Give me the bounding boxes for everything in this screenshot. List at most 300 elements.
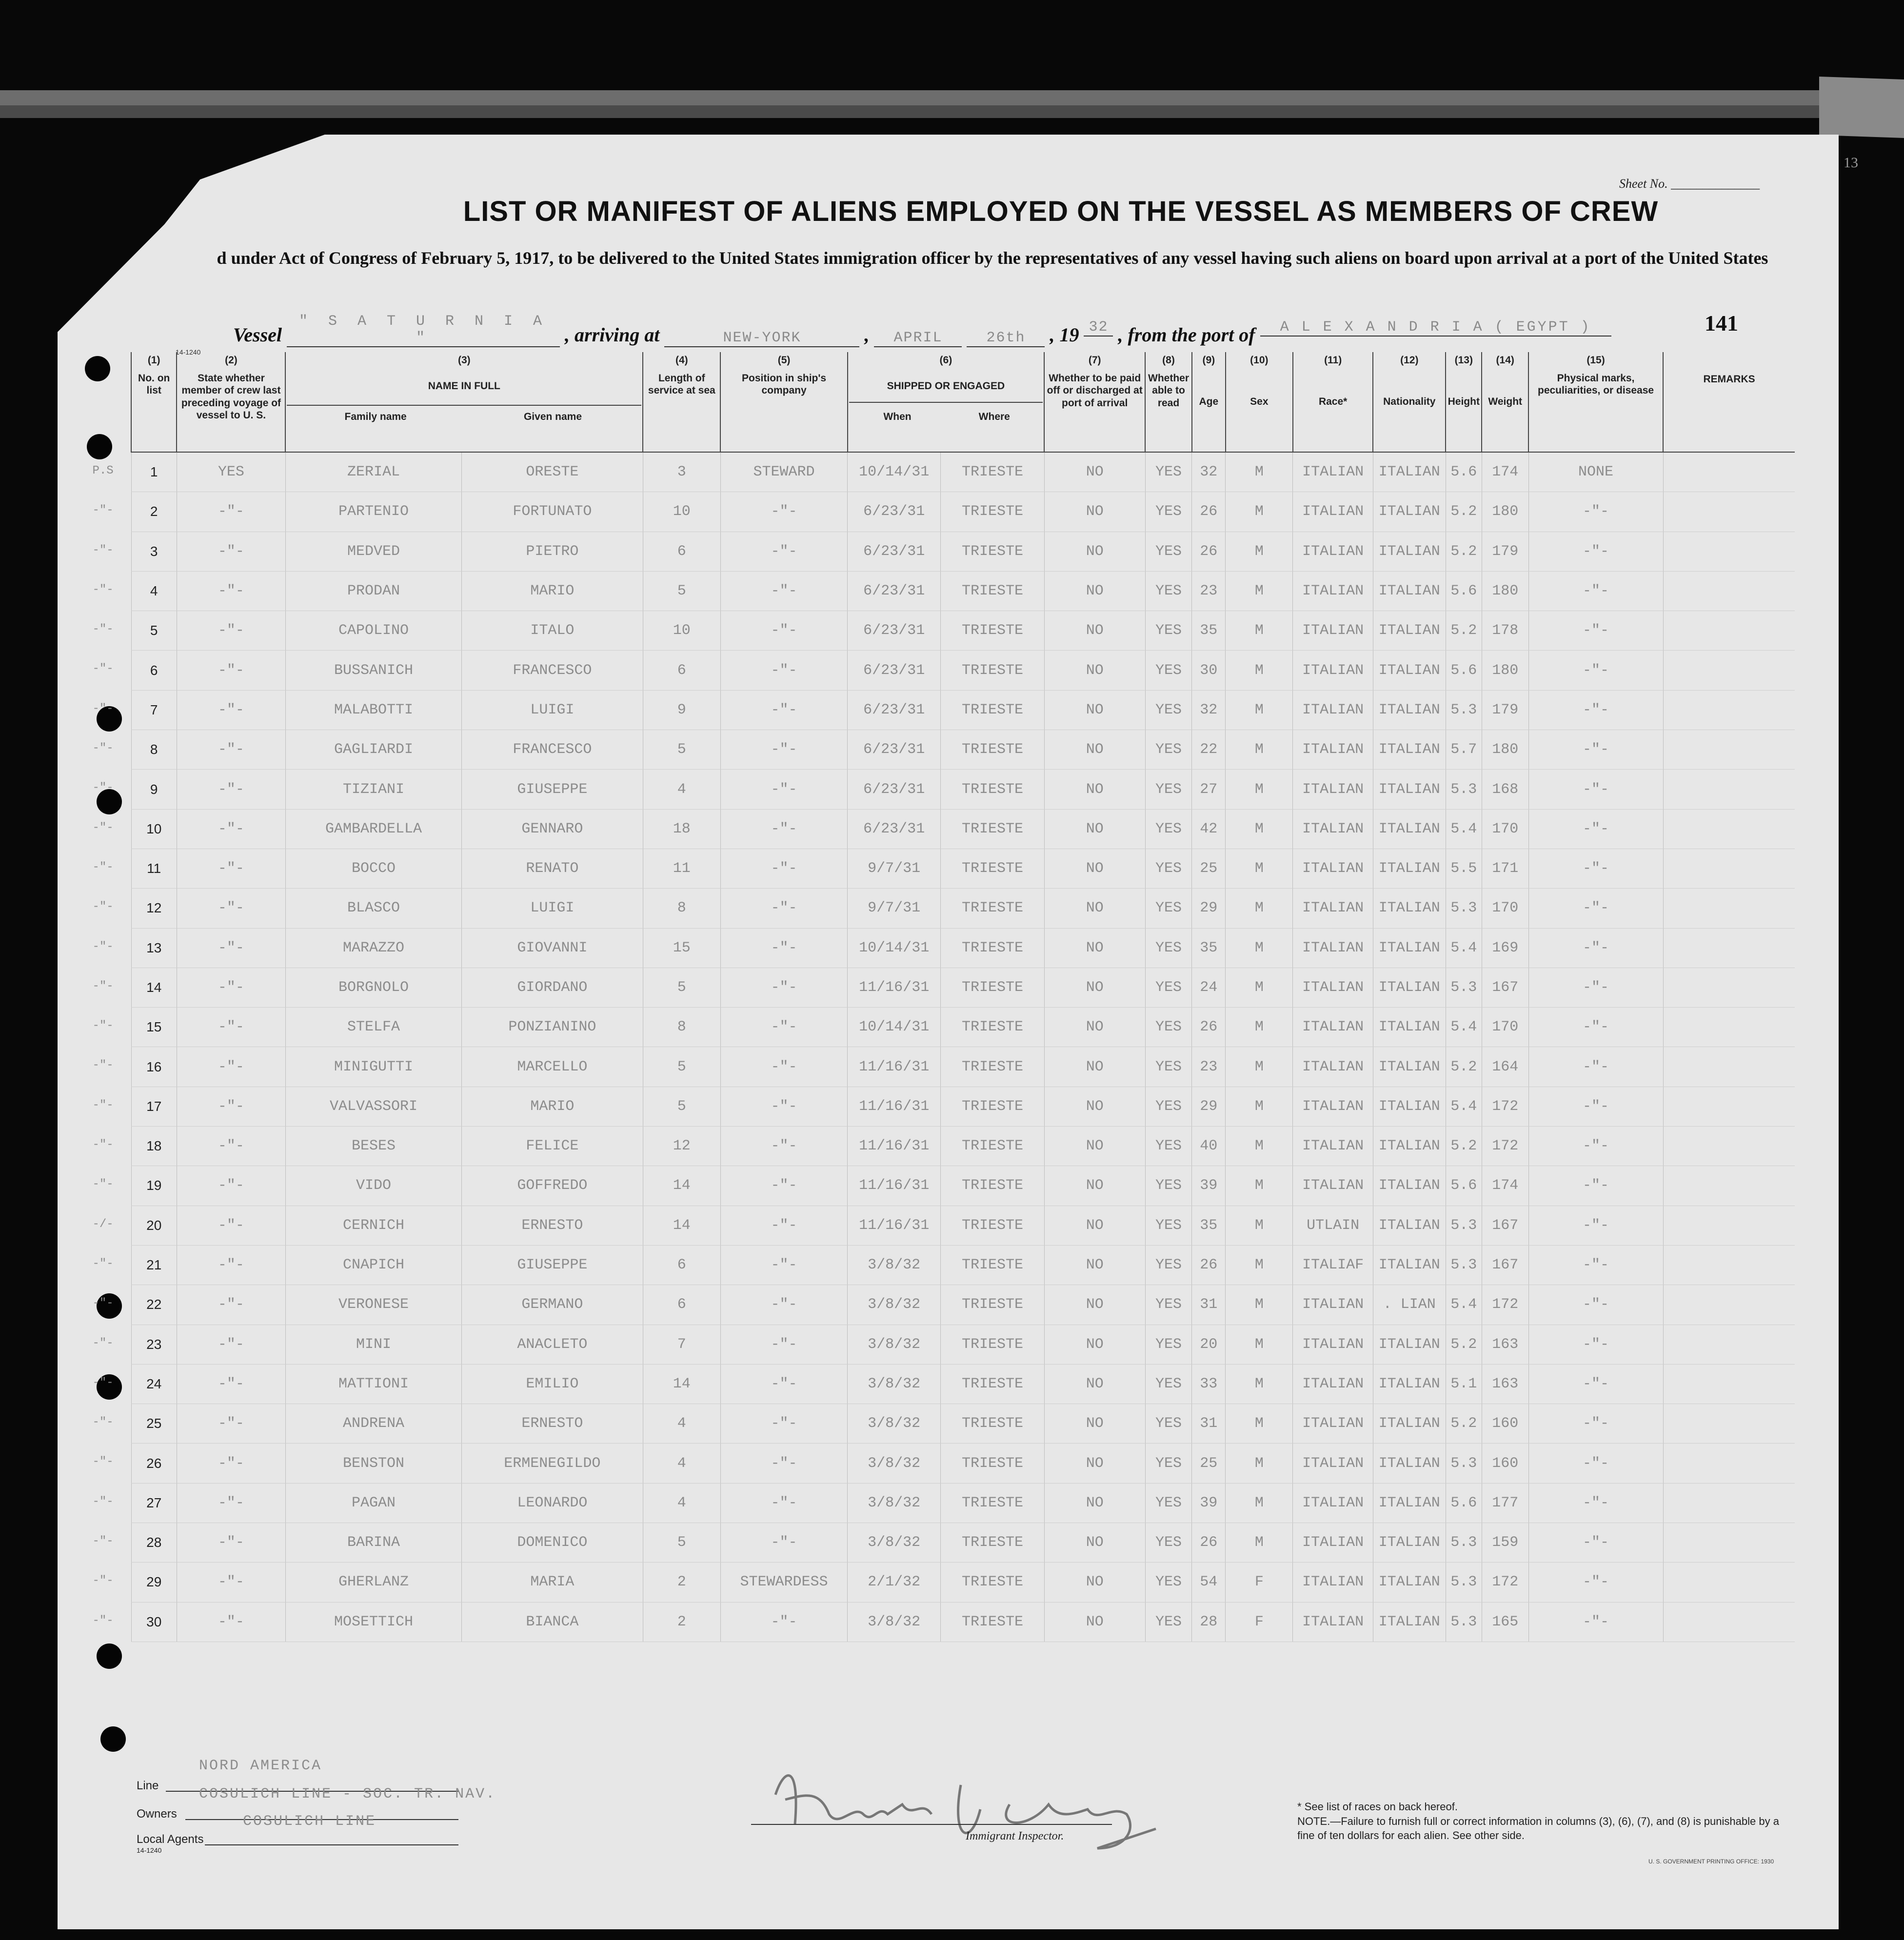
weight-cell: 174 (1482, 1166, 1528, 1206)
position-cell: -"- (720, 1364, 847, 1404)
row-number: 6 (150, 662, 158, 678)
remarks-cell (1663, 968, 1795, 1007)
age-cell: 32 (1192, 690, 1226, 730)
table-row (131, 1047, 1795, 1087)
family-name-cell: VERONESE (285, 1285, 461, 1325)
family-name-cell: CNAPICH (285, 1245, 461, 1285)
row-prefix: -"- (92, 1178, 114, 1191)
given-name-cell: MARIO (461, 1087, 643, 1126)
age-cell: 35 (1192, 1206, 1226, 1245)
race-cell: ITALIAN (1293, 1444, 1373, 1483)
family-name-cell: BESES (285, 1127, 461, 1166)
nationality-cell: ITALIAN (1373, 849, 1446, 888)
family-name-cell: GAGLIARDI (285, 730, 461, 770)
arrival-month: APRIL (874, 330, 962, 347)
row-prefix: -"- (92, 1376, 114, 1389)
remarks-cell (1663, 611, 1795, 651)
sex-cell: F (1226, 1602, 1293, 1642)
shipped-when-cell: 11/16/31 (848, 1127, 941, 1166)
paid-off-cell: NO (1044, 452, 1145, 492)
crew-status-cell: -"- (177, 1008, 285, 1047)
family-name-cell: VALVASSORI (285, 1087, 461, 1126)
sex-cell: M (1226, 1127, 1293, 1166)
given-name-cell: GERMANO (461, 1285, 643, 1325)
shipped-when-cell: 6/23/31 (848, 571, 941, 611)
weight-cell: 177 (1482, 1483, 1528, 1523)
race-cell: ITALIAN (1293, 1285, 1373, 1325)
race-cell: ITALIAN (1293, 1563, 1373, 1602)
sex-cell: M (1226, 1206, 1293, 1245)
age-cell: 23 (1192, 571, 1226, 611)
col-crew-header: (2) State whether member of crew last preceding voyage of vessel to U. S. (177, 352, 285, 452)
height-cell: 5.1 (1446, 1364, 1482, 1404)
physical-marks-cell: -"- (1528, 1404, 1663, 1444)
able-to-read-cell: YES (1145, 1404, 1192, 1444)
crew-status-cell: -"- (177, 1523, 285, 1563)
row-number-cell (92, 690, 177, 730)
remarks-cell (1663, 532, 1795, 571)
crew-manifest-table (92, 352, 1795, 1642)
shipped-when-cell: 11/16/31 (848, 1047, 941, 1087)
position-cell: -"- (720, 1166, 847, 1206)
crew-status-cell: -"- (177, 1602, 285, 1642)
remarks-cell (1663, 928, 1795, 968)
position-cell: -"- (720, 889, 847, 928)
footnote (1297, 1800, 1785, 1843)
service-length-cell: 14 (643, 1166, 720, 1206)
crew-status-cell: -"- (177, 968, 285, 1007)
service-length-cell: 10 (643, 492, 720, 532)
nationality-cell: ITALIAN (1373, 690, 1446, 730)
weight-cell: 172 (1482, 1127, 1528, 1166)
shipped-where-cell: TRIESTE (941, 928, 1044, 968)
position-cell: -"- (720, 1404, 847, 1444)
height-cell: 5.4 (1446, 1087, 1482, 1126)
nationality-cell: ITALIAN (1373, 730, 1446, 770)
shipped-when-cell: 11/16/31 (848, 968, 941, 1007)
row-number: 14 (146, 980, 162, 995)
shipped-when-cell: 6/23/31 (848, 532, 941, 571)
row-number: 8 (150, 742, 158, 757)
service-length-cell: 7 (643, 1325, 720, 1364)
weight-cell: 178 (1482, 611, 1528, 651)
crew-status-cell: -"- (177, 1087, 285, 1126)
shipped-when-cell: 3/8/32 (848, 1523, 941, 1563)
given-name-cell: PONZIANINO (461, 1008, 643, 1047)
position-cell: -"- (720, 730, 847, 770)
crew-status-cell: -"- (177, 1404, 285, 1444)
row-number-cell (92, 1523, 177, 1563)
row-number: 1 (150, 464, 158, 480)
position-cell: -"- (720, 1087, 847, 1126)
paid-off-cell: NO (1044, 1444, 1145, 1483)
table-row (131, 492, 1795, 532)
weight-cell: 179 (1482, 532, 1528, 571)
row-prefix: -"- (92, 1297, 114, 1310)
paid-off-cell: NO (1044, 849, 1145, 888)
remarks-cell (1663, 492, 1795, 532)
table-row (131, 611, 1795, 651)
race-cell: ITALIAN (1293, 968, 1373, 1007)
nationality-cell: ITALIAN (1373, 770, 1446, 809)
remarks-cell (1663, 571, 1795, 611)
remarks-cell (1663, 1364, 1795, 1404)
shipped-when-cell: 10/14/31 (848, 452, 941, 492)
row-prefix: -"- (92, 623, 114, 636)
family-name-cell: MOSETTICH (285, 1602, 461, 1642)
height-cell: 5.4 (1446, 928, 1482, 968)
position-cell: -"- (720, 571, 847, 611)
table-row (131, 532, 1795, 571)
row-prefix: -/- (92, 1217, 114, 1231)
family-name-cell: MINI (285, 1325, 461, 1364)
shipped-where-cell: TRIESTE (941, 809, 1044, 849)
shipped-where-cell: TRIESTE (941, 1444, 1044, 1483)
race-cell: ITALIAN (1293, 1166, 1373, 1206)
age-cell: 31 (1192, 1285, 1226, 1325)
position-cell: STEWARDESS (720, 1563, 847, 1602)
nationality-cell: ITALIAN (1373, 809, 1446, 849)
remarks-cell (1663, 730, 1795, 770)
position-cell: -"- (720, 849, 847, 888)
sex-cell: M (1226, 1166, 1293, 1206)
row-number: 2 (150, 504, 158, 519)
given-name-cell: GIUSEPPE (461, 1245, 643, 1285)
row-number-cell (92, 968, 177, 1007)
height-cell: 5.2 (1446, 532, 1482, 571)
race-cell: ITALIAN (1293, 809, 1373, 849)
col-sex-header: (10) Sex (1226, 352, 1293, 452)
height-cell: 5.6 (1446, 1483, 1482, 1523)
crew-status-cell: -"- (177, 571, 285, 611)
weight-cell: 163 (1482, 1325, 1528, 1364)
shipped-when-cell: 3/8/32 (848, 1364, 941, 1404)
manifest-rows (92, 452, 1795, 1642)
row-number-cell (92, 611, 177, 651)
table-row (131, 1364, 1795, 1404)
service-length-cell: 8 (643, 1008, 720, 1047)
row-number: 12 (146, 900, 162, 916)
col-race-header: (11) Race* (1293, 352, 1373, 452)
row-prefix: -"- (92, 781, 114, 795)
paid-off-cell: NO (1044, 928, 1145, 968)
shipped-where-cell: TRIESTE (941, 730, 1044, 770)
nationality-cell: ITALIAN (1373, 1206, 1446, 1245)
weight-cell: 168 (1482, 770, 1528, 809)
family-name-cell: MARAZZO (285, 928, 461, 968)
position-cell: -"- (720, 1444, 847, 1483)
crew-status-cell: -"- (177, 809, 285, 849)
able-to-read-cell: YES (1145, 730, 1192, 770)
row-prefix: -"- (92, 543, 114, 557)
table-row (131, 1206, 1795, 1245)
family-name-cell: VIDO (285, 1166, 461, 1206)
nationality-cell: ITALIAN (1373, 1523, 1446, 1563)
able-to-read-cell: YES (1145, 928, 1192, 968)
table-row (131, 928, 1795, 968)
family-name-cell: MINIGUTTI (285, 1047, 461, 1087)
physical-marks-cell: -"- (1528, 1087, 1663, 1126)
shipped-where-cell: TRIESTE (941, 452, 1044, 492)
page-subtitle: d under Act of Congress of February 5, 1917, to be delivered to the United States immigration officer by the representatives of any vessel having such aliens on board upon arrival at a port of the United States (217, 248, 1768, 268)
physical-marks-cell: -"- (1528, 1047, 1663, 1087)
crew-status-cell: -"- (177, 532, 285, 571)
crew-status-cell: -"- (177, 1047, 285, 1087)
crew-status-cell: -"- (177, 611, 285, 651)
height-cell: 5.3 (1446, 889, 1482, 928)
given-name-cell: FELICE (461, 1127, 643, 1166)
race-cell: ITALIAN (1293, 571, 1373, 611)
physical-marks-cell: -"- (1528, 928, 1663, 968)
height-cell: 5.3 (1446, 1563, 1482, 1602)
physical-marks-cell: NONE (1528, 452, 1663, 492)
col-remarks-header: REMARKS (1663, 352, 1795, 452)
given-name-cell: GIORDANO (461, 968, 643, 1007)
row-number: 30 (146, 1614, 162, 1629)
row-prefix: -"- (92, 702, 114, 715)
shipped-when-cell: 11/16/31 (848, 1087, 941, 1126)
shipped-when-cell: 11/16/31 (848, 1166, 941, 1206)
given-name-cell: ANACLETO (461, 1325, 643, 1364)
crew-status-cell: -"- (177, 1444, 285, 1483)
age-cell: 54 (1192, 1563, 1226, 1602)
row-number: 18 (146, 1138, 162, 1154)
row-number: 27 (146, 1495, 162, 1510)
position-cell: STEWARD (720, 452, 847, 492)
shipped-when-cell: 6/23/31 (848, 730, 941, 770)
remarks-cell (1663, 1563, 1795, 1602)
punch-hole (97, 1643, 122, 1669)
paid-off-cell: NO (1044, 1047, 1145, 1087)
sex-cell: M (1226, 809, 1293, 849)
remarks-cell (1663, 1166, 1795, 1206)
weight-cell: 180 (1482, 651, 1528, 690)
age-cell: 29 (1192, 889, 1226, 928)
remarks-cell (1663, 1245, 1795, 1285)
paid-off-cell: NO (1044, 1563, 1145, 1602)
age-cell: 31 (1192, 1404, 1226, 1444)
given-name-cell: GIOVANNI (461, 928, 643, 968)
table-row (131, 1602, 1795, 1642)
weight-cell: 163 (1482, 1364, 1528, 1404)
weight-cell: 170 (1482, 1008, 1528, 1047)
age-cell: 40 (1192, 1127, 1226, 1166)
race-cell: ITALIAN (1293, 1364, 1373, 1404)
race-cell: ITALIAN (1293, 1483, 1373, 1523)
page-title: LIST OR MANIFEST OF ALIENS EMPLOYED ON THE VESSEL AS MEMBERS OF CREW (463, 196, 1659, 227)
service-length-cell: 6 (643, 532, 720, 571)
table-row (131, 889, 1795, 928)
row-number: 11 (147, 861, 161, 876)
row-number: 7 (150, 702, 158, 717)
age-cell: 28 (1192, 1602, 1226, 1642)
age-cell: 32 (1192, 452, 1226, 492)
able-to-read-cell: YES (1145, 690, 1192, 730)
given-name-cell: EMILIO (461, 1364, 643, 1404)
crew-status-cell: -"- (177, 1285, 285, 1325)
paid-off-cell: NO (1044, 1325, 1145, 1364)
row-prefix: -"- (92, 1257, 114, 1270)
sex-cell: M (1226, 730, 1293, 770)
row-number: 29 (146, 1574, 162, 1590)
weight-cell: 167 (1482, 1206, 1528, 1245)
table-row (131, 1523, 1795, 1563)
race-cell: ITALIAN (1293, 452, 1373, 492)
able-to-read-cell: YES (1145, 452, 1192, 492)
paid-off-cell: NO (1044, 532, 1145, 571)
service-length-cell: 14 (643, 1364, 720, 1404)
shipped-where-cell: TRIESTE (941, 1602, 1044, 1642)
shipped-when-cell: 2/1/32 (848, 1563, 941, 1602)
paid-off-cell: NO (1044, 651, 1145, 690)
race-cell: ITALIAN (1293, 928, 1373, 968)
race-cell: ITALIAN (1293, 1047, 1373, 1087)
able-to-read-cell: YES (1145, 1047, 1192, 1087)
physical-marks-cell: -"- (1528, 889, 1663, 928)
weight-cell: 180 (1482, 492, 1528, 532)
row-prefix: -"- (92, 860, 114, 874)
col-read-header: (8) Whether able to read (1145, 352, 1192, 452)
agents-value: COSULICH LINE (243, 1813, 377, 1830)
shipped-where-cell: TRIESTE (941, 1563, 1044, 1602)
service-length-cell: 15 (643, 928, 720, 968)
position-cell: -"- (720, 1602, 847, 1642)
row-number: 4 (150, 583, 158, 599)
sex-cell: M (1226, 532, 1293, 571)
able-to-read-cell: YES (1145, 1563, 1192, 1602)
nationality-cell: ITALIAN (1373, 651, 1446, 690)
table-row (131, 651, 1795, 690)
shipped-when-cell: 10/14/31 (848, 928, 941, 968)
shipped-when-cell: 9/7/31 (848, 889, 941, 928)
row-number-cell (92, 928, 177, 968)
nationality-cell: ITALIAN (1373, 1364, 1446, 1404)
service-length-cell: 8 (643, 889, 720, 928)
able-to-read-cell: YES (1145, 1127, 1192, 1166)
given-name-cell: MARIO (461, 571, 643, 611)
col-nationality-header: (12) Nationality (1373, 352, 1446, 452)
shipped-where-cell: TRIESTE (941, 849, 1044, 888)
owners-label: Owners (137, 1807, 177, 1821)
nationality-cell: ITALIAN (1373, 1563, 1446, 1602)
height-cell: 5.3 (1446, 1602, 1482, 1642)
height-cell: 5.7 (1446, 730, 1482, 770)
row-number: 24 (146, 1376, 162, 1391)
crew-status-cell: -"- (177, 1206, 285, 1245)
family-name-cell: MATTIONI (285, 1364, 461, 1404)
form-code: 14-1240 (176, 348, 201, 356)
position-cell: -"- (720, 1325, 847, 1364)
page-number: 141 (1705, 311, 1738, 336)
service-length-cell: 14 (643, 1206, 720, 1245)
row-number-cell (92, 1166, 177, 1206)
height-cell: 5.3 (1446, 968, 1482, 1007)
family-name-cell: ANDRENA (285, 1404, 461, 1444)
sex-cell: M (1226, 1404, 1293, 1444)
weight-cell: 159 (1482, 1523, 1528, 1563)
row-number: 20 (146, 1217, 162, 1233)
paid-off-cell: NO (1044, 968, 1145, 1007)
row-number-cell (92, 849, 177, 888)
nationality-cell: . LIAN (1373, 1285, 1446, 1325)
given-name-cell: PIETRO (461, 532, 643, 571)
row-number-cell (92, 1087, 177, 1126)
family-name-cell: MALABOTTI (285, 690, 461, 730)
weight-cell: 169 (1482, 928, 1528, 968)
crew-status-cell: -"- (177, 1563, 285, 1602)
sex-cell: M (1226, 452, 1293, 492)
shipped-where-cell: TRIESTE (941, 651, 1044, 690)
table-row (131, 1325, 1795, 1364)
able-to-read-cell: YES (1145, 1444, 1192, 1483)
crew-status-cell: -"- (177, 492, 285, 532)
col-where-header: Where (978, 411, 1010, 423)
row-prefix: -"- (92, 1059, 114, 1072)
row-number-cell (92, 1444, 177, 1483)
age-cell: 27 (1192, 770, 1226, 809)
crew-status-cell: -"- (177, 928, 285, 968)
row-number-cell (92, 1285, 177, 1325)
footnote-penalty: NOTE.—Failure to furnish full or correct information in columns (3), (6), (7), and (8) is punishable by a fine of ten dollars for each alien. See other side. (1297, 1815, 1779, 1842)
sheet-number: 13 (1844, 155, 1858, 171)
age-cell: 24 (1192, 968, 1226, 1007)
remarks-cell (1663, 452, 1795, 492)
position-cell: -"- (720, 928, 847, 968)
shipped-where-cell: TRIESTE (941, 1206, 1044, 1245)
given-name-cell: ERMENEGILDO (461, 1444, 643, 1483)
sex-cell: M (1226, 1087, 1293, 1126)
row-number-cell (92, 1127, 177, 1166)
shipped-when-cell: 3/8/32 (848, 1404, 941, 1444)
col-when-header: When (883, 411, 912, 423)
row-prefix: -"- (92, 1336, 114, 1350)
given-name-cell: FRANCESCO (461, 651, 643, 690)
family-name-cell: BARINA (285, 1523, 461, 1563)
sex-cell: M (1226, 1523, 1293, 1563)
physical-marks-cell: -"- (1528, 849, 1663, 888)
footer-form-code: 14-1240 (137, 1846, 162, 1854)
family-name-cell: CAPOLINO (285, 611, 461, 651)
able-to-read-cell: YES (1145, 571, 1192, 611)
sex-cell: M (1226, 1245, 1293, 1285)
shipped-where-cell: TRIESTE (941, 1127, 1044, 1166)
given-name-cell: GOFFREDO (461, 1166, 643, 1206)
race-cell: ITALIAN (1293, 492, 1373, 532)
race-cell: ITALIAN (1293, 651, 1373, 690)
height-cell: 5.2 (1446, 1047, 1482, 1087)
col-marks-header: (15) Physical marks, peculiarities, or disease (1528, 352, 1663, 452)
row-number-cell (92, 1404, 177, 1444)
shipped-where-cell: TRIESTE (941, 1047, 1044, 1087)
weight-cell: 160 (1482, 1404, 1528, 1444)
shipped-when-cell: 6/23/31 (848, 690, 941, 730)
sex-cell: F (1226, 1563, 1293, 1602)
nationality-cell: ITALIAN (1373, 889, 1446, 928)
service-length-cell: 5 (643, 1047, 720, 1087)
height-cell: 5.6 (1446, 571, 1482, 611)
able-to-read-cell: YES (1145, 1602, 1192, 1642)
given-name-cell: FORTUNATO (461, 492, 643, 532)
row-number-cell (92, 770, 177, 809)
age-cell: 26 (1192, 1008, 1226, 1047)
able-to-read-cell: YES (1145, 1166, 1192, 1206)
footnote-races: * See list of races on back hereof. (1297, 1801, 1458, 1813)
row-number: 10 (146, 821, 162, 836)
remarks-cell (1663, 1404, 1795, 1444)
family-name-cell: BLASCO (285, 889, 461, 928)
remarks-cell (1663, 1127, 1795, 1166)
height-cell: 5.2 (1446, 1404, 1482, 1444)
